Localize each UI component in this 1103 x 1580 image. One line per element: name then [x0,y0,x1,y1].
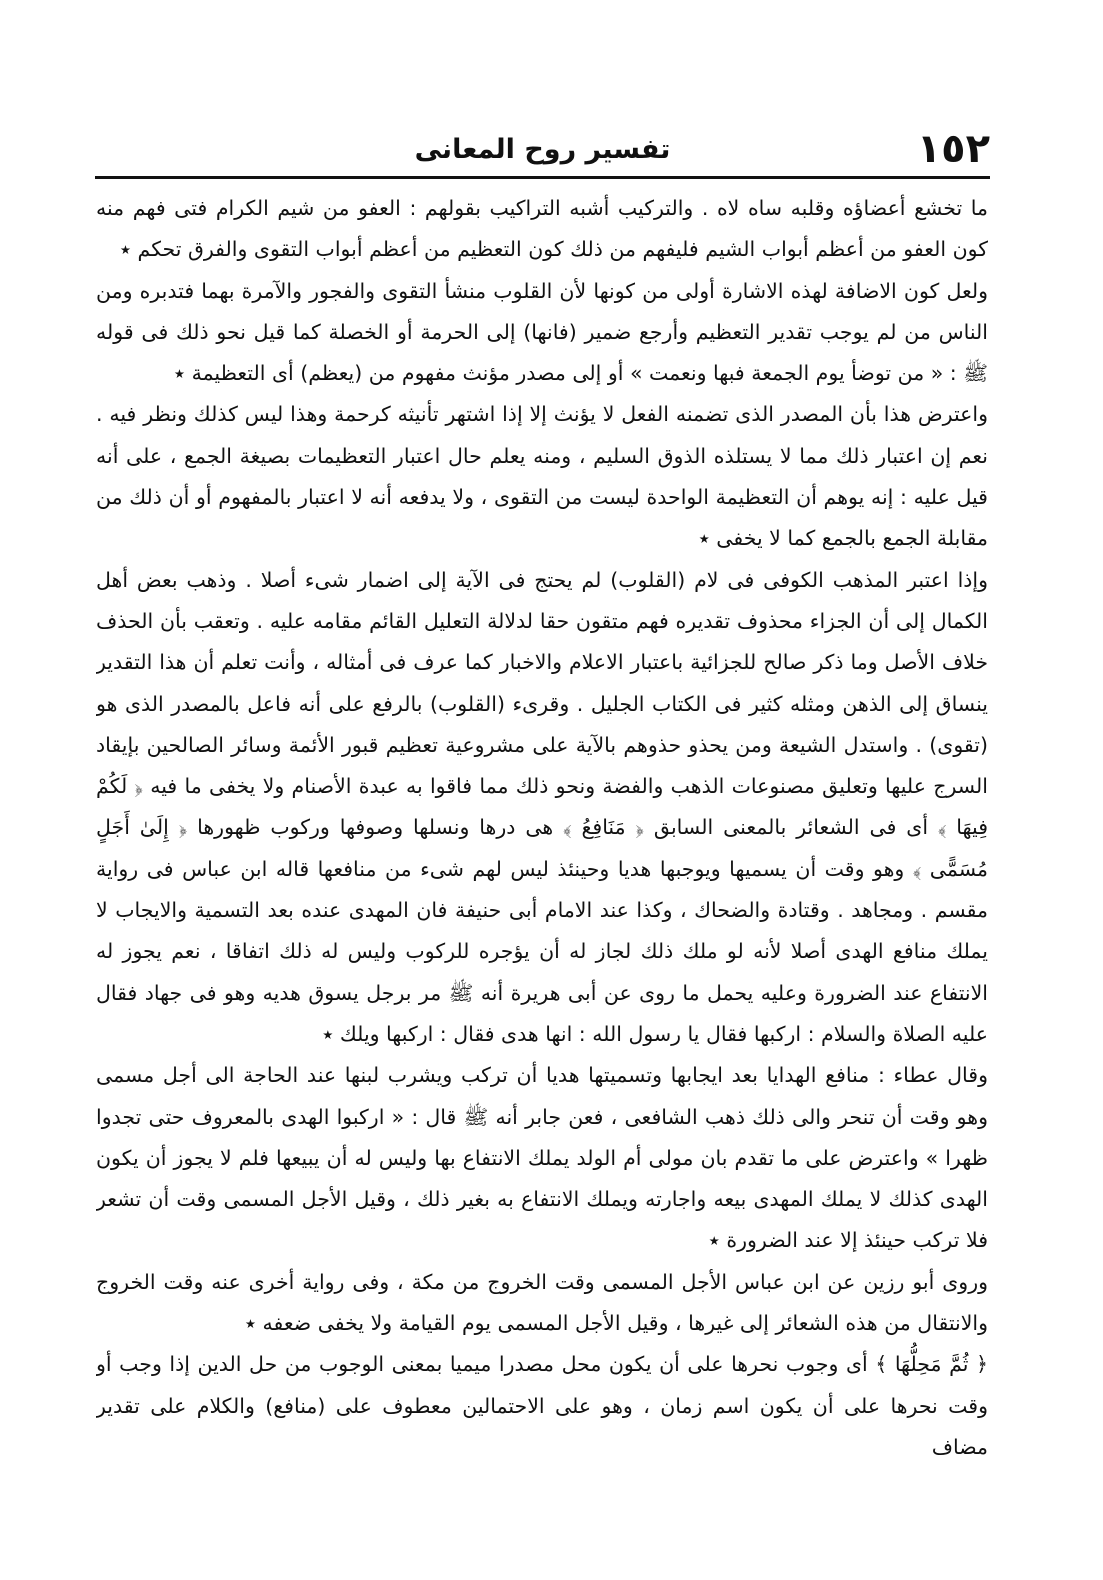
page-number: ١٥٢ [916,126,990,172]
paragraph: واعترض هذا بأن المصدر الذى تضمنه الفعل لا يؤنث إلا إذا اشتهر تأنيثه كرحمة وهذا ليس كذلك ونظر فيه . نعم إن اعتبار ذلك مما لا يستلذه الذوق السليم ، ومنه يعلم حال اعتبار التعظيمات بصيغة الجمع ، على أنه قيل عليه : إنه يوهم أن التعظيمة الواحدة ليست من التقوى ، ولا يدفعه أنه لا اعتبار بالمفهوم أو أن ذلك من مقابلة الجمع بالجمع كما لا يخفى ٭ [96,402,988,551]
running-title: تفسير روح المعانى [414,134,671,165]
paragraph: ﴿ ثُمَّ مَحِلُّهَا ﴾ أى وجوب نحرها على أن يكون محل مصدرا ميميا بمعنى الوجوب من حل الدين إذا وجب أو وقت نحرها على أن يكون اسم زمان ، وهو على الاحتمالين معطوف على (منافع) والكلام على تقدير مضاف [96,1352,988,1459]
paragraph: وقال عطاء : منافع الهدايا بعد ايجابها وتسميتها هديا أن تركب ويشرب لبنها عند الحاجة الى أجل مسمى وهو وقت أن تنحر والى ذلك ذهب الشافعى ، فعن جابر أنه ﷺ قال : « اركبوا الهدى بالمعروف حتى تجدوا ظهرا » واعترض على ما تقدم بان مولى أم الولد يملك الانتفاع بها وليس له أن يبيعها فلم لا يجوز أن يكون الهدى كذلك لا يملك المهدى بيعه واجارته ويملك الانتفاع به بغير ذلك ، وقيل الأجل المسمى وقت أن تشعر فلا تركب حينئذ إلا عند الضرورة ٭ [96,1063,988,1253]
paragraph: ما تخشع أعضاؤه وقلبه ساه لاه . والتركيب أشبه التراكيب بقولهم : العفو من شيم الكرام فتى فهم منه كون العفو من أعظم أبواب الشيم فليفهم من ذلك كون التعظيم من أعظم أبواب التقوى والفرق تحكم ٭ [96,196,988,262]
paragraph: ولعل كون الاضافة لهذه الاشارة أولى من كونها لأن القلوب منشأ التقوى والفجور والآمرة بهما فتدبره ومن الناس من لم يوجب تقدير التعظيم وأرجع ضمير (فانها) إلى الحرمة أو الخصلة كما قيل نحو ذلك فى قوله ﷺ : « من توضأ يوم الجمعة فبها ونعمت » أو إلى مصدر مؤنث مفهوم من (يعظم) أى التعظيمة ٭ [96,278,988,386]
page-header [95,128,990,178]
header-rule [95,176,990,179]
paragraph: وإذا اعتبر المذهب الكوفى فى لام (القلوب) لم يحتج فى الآية إلى اضمار شىء أصلا . وذهب بعض أهل الكمال إلى أن الجزاء محذوف تقديره فهم متقون حقا لدلالة التعليل القائم مقامه عليه . وتعقب بأن الحذف خلاف الأصل وما ذكر صالح للجزائية باعتبار الاعلام والاخبار كما عرف فى أمثاله ، وأنت تعلم أن هذا التقدير ينساق إلى الذهن ومثله كثير فى الكتاب الجليل . وقرىء (القلوب) بالرفع على أنه فاعل بالمصدر الذى هو (تقوى) . واستدل الشيعة ومن يحذو حذوهم بالآية على مشروعية تعظيم قبور الأئمة وسائر الصالحين بإيقاد السرج عليها وتعليق مصنوعات الذهب والفضة ونحو ذلك مما فاقوا به عبدة الأصنام ولا يخفى ما فيه ﴿ لَكُمْ فِيهَا ﴾ أى فى الشعائر بالمعنى السابق ﴿ مَنَافِعُ ﴾ هى درها ونسلها وصوفها وركوب ظهورها ﴿ إِلَىٰ أَجَلٍ مُسَمًّى ﴾ وهو وقت أن يسميها ويوجبها هديا وحينئذ ليس لهم شىء من منافعها قاله ابن عباس فى رواية مقسم . ومجاهد . وقتادة والضحاك ، وكذا عند الامام أبى حنيفة فان المهدى عنده بعد التسمية والايجاب لا يملك منافع الهدى أصلا لأنه لو ملك ذلك لجاز له أن يؤجره للركوب وليس له ذلك اتفاقا ، نعم يجوز له الانتفاع عند الضرورة وعليه يحمل ما روى عن أبى هريرة أنه ﷺ مر برجل يسوق هديه وهو فى جهاد فقال عليه الصلاة والسلام : اركبها فقال يا رسول الله : انها هدى فقال : اركبها ويلك ٭ [96,567,988,1046]
paragraph: وروى أبو رزين عن ابن عباس الأجل المسمى وقت الخروج من مكة ، وفى رواية أخرى عنه وقت الخروج والانتقال من هذه الشعائر إلى غيرها ، وقيل الأجل المسمى يوم القيامة ولا يخفى ضعفه ٭ [96,1269,988,1336]
page-body [96,188,988,1518]
